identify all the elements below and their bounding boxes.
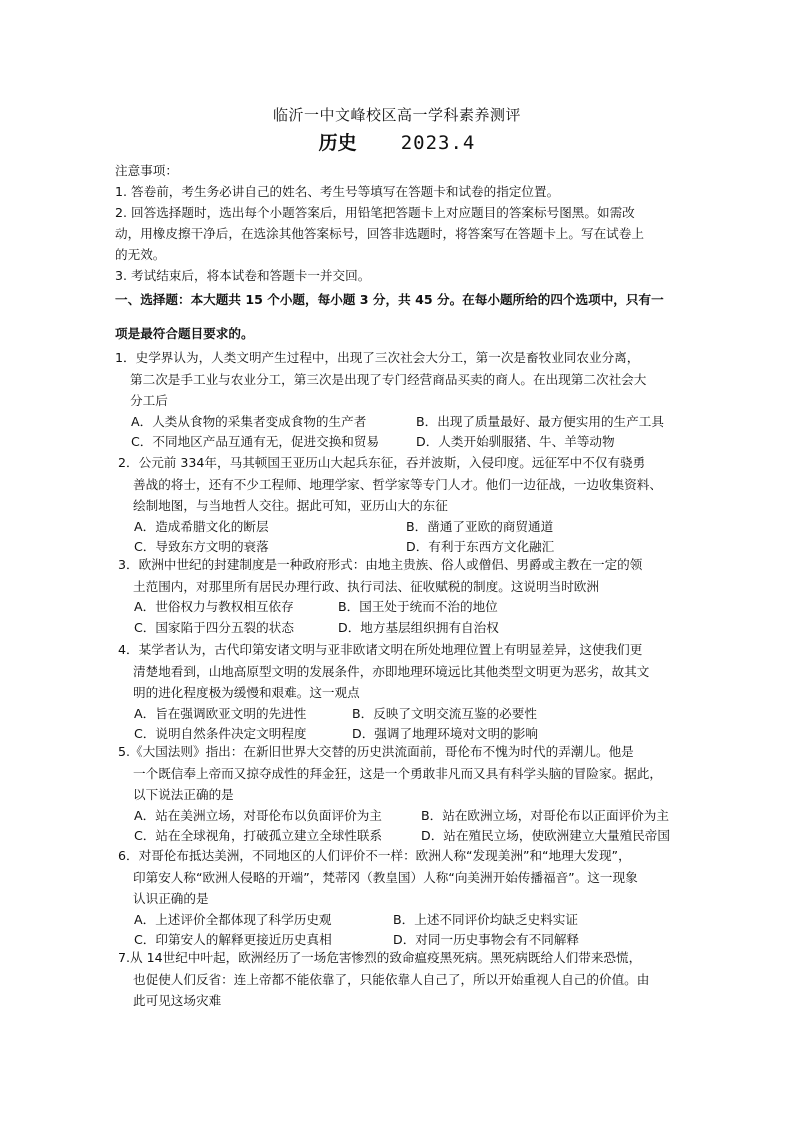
option-row	[118, 597, 708, 618]
option-c: C．印第安人的解释更接近历史真相	[134, 932, 332, 947]
notice-heading: 注意事项：	[115, 163, 178, 178]
option-a: A．上述评价全都体现了科学历史观	[134, 911, 332, 927]
question-stem: 4．某学者认为，古代印第安诸文明与亚非欧诸文明在所处地理位置上有明显差异，这使我们更	[118, 642, 643, 657]
question-4	[118, 639, 708, 745]
notice-block	[115, 160, 715, 286]
question-6	[118, 845, 708, 951]
question-stem: 1．史学界认为，人类文明产生过程中，出现了三次社会大分工，第一次是畜牧业同农业分离，	[115, 350, 640, 365]
option-a: A．世俗权力与教权相互依存	[134, 599, 294, 614]
question-stem: 以下说法正确的是	[133, 787, 234, 802]
option-a: A．人类从食物的采集者变成食物的生产者	[131, 413, 367, 429]
notice-line: 1. 答卷前，考生务必讲自己的姓名、考生号等填写在答题卡和试卷的指定位置。	[115, 184, 560, 199]
exam-title: 临沂一中文峰校区高一学科素养测评	[272, 106, 521, 124]
question-stem: 绘制地图，与当地哲人交往。据此可知，亚历山大的东征	[133, 498, 448, 513]
exam-date: 2023.4	[400, 132, 476, 154]
option-b: B．站在欧洲立场，对哥伦布以正面评价为主	[421, 807, 669, 823]
question-stem: 善战的将士，还有不少工程师、地理学家、哲学家等专门人才。他们一边征战，一边收集资料、	[133, 476, 662, 492]
question-stem: 7.从 14世纪中叶起，欧洲经历了一场危害惨烈的致命瘟疫黑死病。黑死病既给人们带来恐慌，	[118, 950, 642, 965]
option-row	[115, 432, 705, 453]
section-line: 项是最符合题目要求的。	[115, 326, 254, 341]
question-stem: 分工后	[130, 393, 168, 408]
option-row	[118, 806, 708, 827]
subject-label: 历史	[318, 132, 357, 154]
option-row	[118, 517, 708, 538]
option-b: B．凿通了亚欧的商贸通道	[406, 518, 554, 534]
option-a: A．旨在强调欧亚文明的先进性	[134, 705, 307, 721]
question-1	[115, 347, 705, 453]
option-c: C．国家陷于四分五裂的状态	[134, 619, 294, 635]
option-b: B．出现了质量最好、最方便实用的生产工具	[416, 413, 664, 429]
question-stem: 一个既信奉上帝而又掠夺成性的拜金狂，这是一个勇敢非凡而又具有科学头脑的冒险家。据此，	[133, 765, 662, 781]
option-d: D．对同一历史事物会有不同解释	[393, 932, 580, 947]
section-line: 一、选择题：本大题共 15 个小题，每小题 3 分，共 45 分。在每小题所给的四个选项中，只有一	[115, 292, 664, 307]
question-stem: 2．公元前 334年，马其顿国王亚历山大起兵东征，吞并波斯，入侵印度。远征军中不仅有骁勇	[118, 455, 646, 470]
question-stem: 此可见这场灾难	[133, 993, 222, 1008]
section-header	[115, 290, 715, 344]
question-7	[118, 947, 708, 1012]
question-stem: 认识正确的是	[133, 891, 209, 906]
option-c: C．导致东方文明的衰落	[134, 539, 269, 554]
option-row	[118, 704, 708, 725]
question-stem: 清楚地看到，山地高原型文明的发展条件，亦即地理环境远比其他类型文明更为恶劣，故其文	[133, 663, 650, 679]
option-b: B．上述不同评价均缺乏史料实证	[393, 911, 578, 927]
option-d: D．有利于东西方文化融汇	[406, 539, 555, 554]
notice-line: 2. 回答选择题时，选出每个小题答案后，用铅笔把答题卡上对应题目的答案标号图黑。如需改	[115, 205, 635, 220]
question-stem: 第二次是手工业与农业分工，第三次是出现了专门经营商品买卖的商人。在出现第二次社会大	[130, 371, 647, 387]
question-stem: 明的进化程度极为缓慢和艰难。这一观点	[133, 685, 360, 700]
option-row	[115, 412, 705, 433]
option-row	[118, 618, 708, 639]
option-row	[118, 910, 708, 931]
notice-line: 的无效。	[115, 247, 166, 262]
option-a: A．造成希腊文化的断层	[134, 518, 269, 534]
option-b: B．国王处于统而不治的地位	[338, 599, 498, 614]
option-d: D．地方基层组织拥有自治权	[338, 619, 499, 635]
question-stem: 6．对哥伦布抵达美洲，不同地区的人们评价不一样：欧洲人称“发现美洲”和“地理大发现”，	[118, 848, 631, 863]
question-stem: 5.《大国法则》指出：在新旧世界大交替的历史洪流面前，哥伦布不愧为时代的弄潮儿。他是	[118, 744, 634, 759]
option-c: C．说明自然条件决定文明程度	[134, 726, 307, 741]
question-stem: 也促使人们反省：连上帝都不能依靠了，只能依靠人自己了，所以开始重视人自己的价值。由	[133, 971, 650, 987]
question-stem: 印第安人称“欧洲人侵略的开端”，梵蒂冈（教皇国）人称“向美洲开始传播福音”。这一现象	[133, 869, 638, 885]
option-d: D．站在殖民立场，使欧洲建立大量殖民帝国	[421, 828, 670, 843]
question-3	[118, 554, 708, 638]
question-5	[118, 741, 708, 847]
question-stem: 3．欧洲中世纪的封建制度是一种政府形式：由地主贵族、俗人或僧侣、男爵或主教在一定的领	[118, 557, 643, 572]
option-row	[118, 826, 708, 847]
option-d: D．强调了地理环境对文明的影响	[352, 726, 539, 741]
exam-subtitle	[0, 128, 794, 155]
question-2	[118, 452, 708, 558]
question-stem: 土范围内，对那里所有居民办理行政、执行司法、征收赋税的制度。这说明当时欧洲	[133, 578, 599, 594]
option-b: B．反映了文明交流互鉴的必要性	[352, 705, 537, 721]
option-d: D．人类开始驯服猪、牛、羊等动物	[416, 434, 615, 449]
notice-line: 动，用橡皮擦干净后，在选涂其他答案标号，回答非选题时，将答案写在答题卡上。写在试卷上	[115, 226, 644, 241]
option-a: A．站在美洲立场，对哥伦布以负面评价为主	[134, 807, 382, 823]
option-c: C．站在全球视角，打破孤立建立全球性联系	[134, 828, 383, 843]
notice-line: 3. 考试结束后，将本试卷和答题卡一并交回。	[115, 268, 371, 283]
option-c: C．不同地区产品互通有无，促进交换和贸易	[131, 434, 380, 449]
